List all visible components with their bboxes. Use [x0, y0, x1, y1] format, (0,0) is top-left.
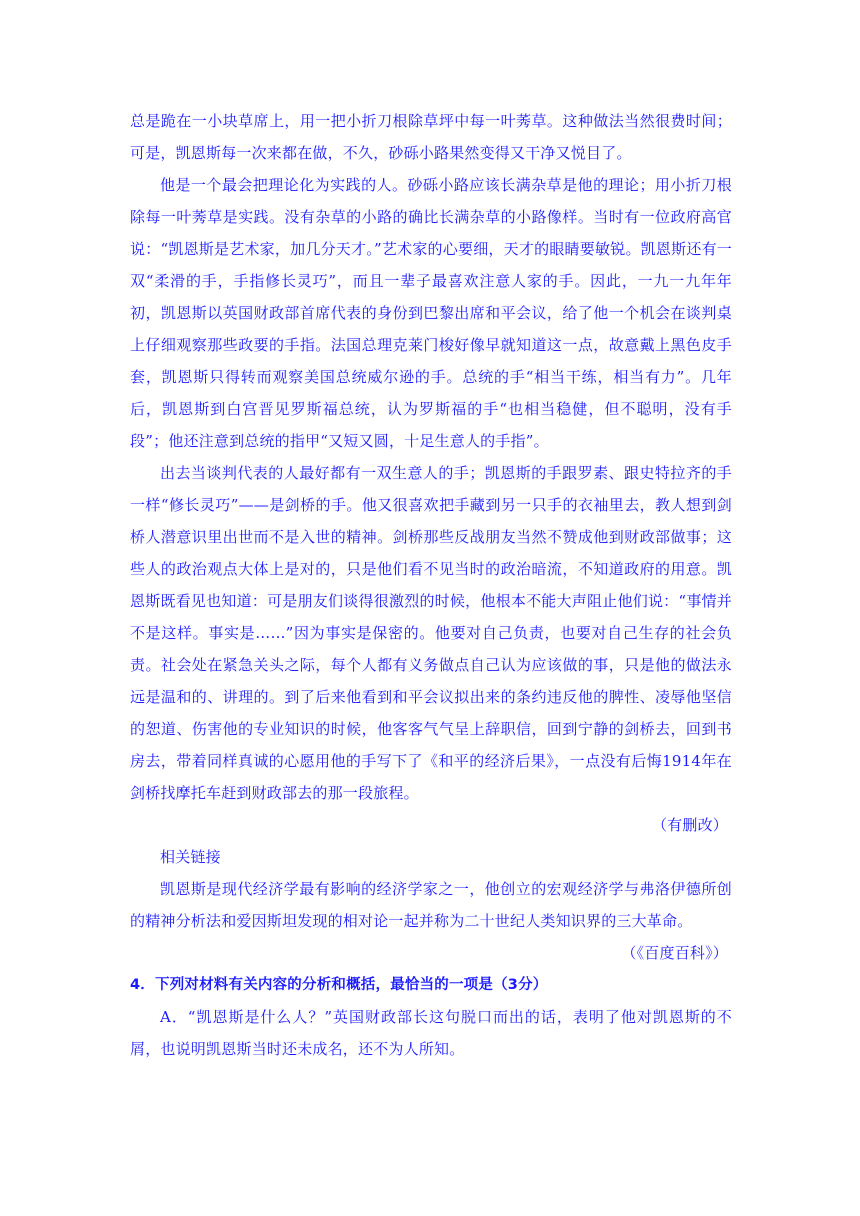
article-paragraph-3: 出去当谈判代表的人最好都有一双生意人的手；凯恩斯的手跟罗素、跟史特拉齐的手一样“修长灵巧”——是剑桥的手。他又很喜欢把手藏到另一只手的衣袖里去，教人想到剑桥人潜意识里出世而不是入世的精神。剑桥那些反战朋友当然不赞成他到财政部做事；这些人的政治观点大体上是对的，只是他们看不见当时的政治暗流，不知道政府的用意。凯恩斯既看见也知道：可是朋友们谈得很激烈的时候，他根本不能大声阻止他们说：“事情并不是这样。事实是……”因为事实是保密的。他要对自己负责，也要对自己生存的社会负责。社会处在紧急关头之际，每个人都有义务做点自己认为应该做的事，只是他的做法永远是温和的、讲理的。到了后来他看到和平会议拟出来的条约违反他的脾性、凌辱他坚信的恕道、伤害他的专业知识的时候，他客客气气呈上辞职信，回到宁静的剑桥去，回到书房去，带着同样真诚的心愿用他的手写下了《和平的经济后果》，一点没有后悔1914年在剑桥找摩托车赶到财政部去的那一段旅程。: [130, 464, 732, 802]
question-option-a: A．“凯恩斯是什么人？”英国财政部长这句脱口而出的话，表明了他对凯恩斯的不屑，也说明凯恩斯当时还未成名，还不为人所知。: [130, 1008, 732, 1058]
related-link-heading: 相关链接: [160, 848, 221, 866]
source-note: （有删改）: [651, 816, 728, 834]
related-link-body: 凯恩斯是现代经济学最有影响的经济学家之一，他创立的宏观经济学与弗洛伊德所创的精神分析法和爱因斯坦发现的相对论一起并称为二十世纪人类知识界的三大革命。: [130, 880, 732, 930]
question-stem: 4．下列对材料有关内容的分析和概括，最恰当的一项是（3分）: [130, 977, 548, 993]
article-paragraph-2: 他是一个最会把理论化为实践的人。砂砾小路应该长满杂草是他的理论；用小折刀根除每一叶莠草是实践。没有杂草的小路的确比长满杂草的小路像样。当时有一位政府高官说：“凯恩斯是艺术家，加几分天才。”艺术家的心要细，天才的眼睛要敏锐。凯恩斯还有一双“柔滑的手，手指修长灵巧”，而且一辈子最喜欢注意人家的手。因此，一九一九年年初，凯恩斯以英国财政部首席代表的身份到巴黎出席和平会议，给了他一个机会在谈判桌上仔细观察那些政要的手指。法国总理克莱门梭好像早就知道这一点，故意戴上黑色皮手套，凯恩斯只得转而观察美国总统威尔逊的手。总统的手“相当干练，相当有力”。几年后，凯恩斯到白宫晋见罗斯福总统，认为罗斯福的手“也相当稳健，但不聪明，没有手段”；他还注意到总统的指甲“又短又圆，十足生意人的手指”。: [130, 176, 732, 450]
document-page: [130, 105, 732, 1065]
related-citation: （《百度百科》）: [621, 944, 728, 962]
article-paragraph-1: 总是跪在一小块草席上，用一把小折刀根除草坪中每一叶莠草。这种做法当然很费时间；可是，凯恩斯每一次来都在做，不久，砂砾小路果然变得又干净又悦目了。: [130, 112, 732, 162]
